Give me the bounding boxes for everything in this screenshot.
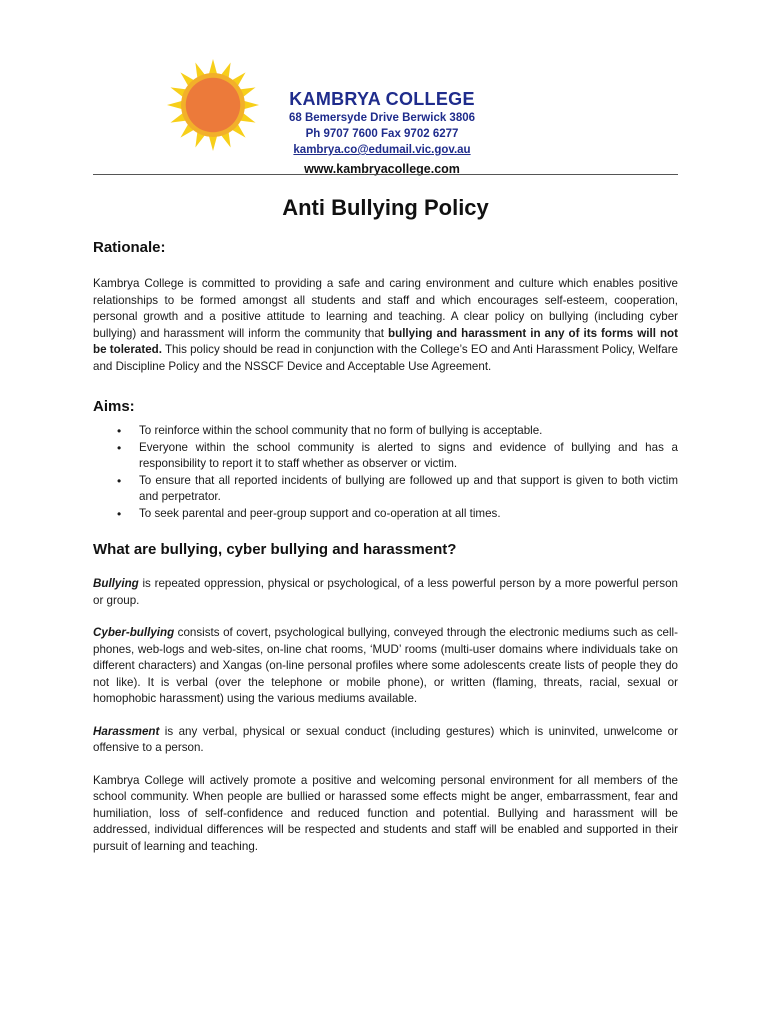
college-contact-block <box>282 88 482 178</box>
bullet-icon: • <box>117 506 122 521</box>
aim-text: To reinforce within the school community that no form of bullying is acceptable. <box>139 424 543 437</box>
aim-text: Everyone within the school community is alerted to signs and evidence of bullying and has a responsibility to report it to staff whether as observer or victim. <box>139 440 678 470</box>
rationale-heading: Rationale: <box>93 239 166 256</box>
bullet-icon: • <box>117 424 122 438</box>
definitions-heading: What are bullying, cyber bullying and harassment? <box>93 541 457 558</box>
bullet-icon: • <box>117 473 122 488</box>
bullying-definition <box>93 576 678 609</box>
bullying-term: Bullying <box>93 577 139 590</box>
rationale-text-end: This policy should be read in conjunction with the College’s EO and Anti Harassment Policy, Welfare and Discipline Policy and the NSSCF Device and Acceptable Use Agreement. <box>93 343 679 373</box>
rationale-text-start: Kambrya College is committed to providing a safe and caring environment and culture which enables positive relationships to be formed amongst all students and staff and which encourages self-esteem, cooperation, personal growth and a positive attitude to learning and teaching. A clear policy on bullying (including cyber bullying) and harassment will inform the community that <box>93 277 678 340</box>
sun-disc <box>186 78 241 133</box>
aims-list-item <box>117 473 678 506</box>
aim-text: To ensure that all reported incidents of bullying are followed up and that support is given to both victim and perpetrator. <box>139 473 678 503</box>
college-email-link[interactable]: kambrya.co@edumail.vic.gov.au <box>293 144 471 156</box>
harassment-text: is any verbal, physical or sexual conduct (including gestures) which is uninvited, unwelcome or offensive to a person. <box>93 724 678 754</box>
aims-list-item <box>117 506 678 523</box>
document-title: Anti Bullying Policy <box>282 195 489 220</box>
rationale-paragraph <box>93 276 678 375</box>
closing-paragraph: Kambrya College will actively promote a positive and welcoming personal environment for all members of the school community. When people are bullied or harassed some effects might be anger, embarrassment, fear and humiliation, loss of self-confidence and reduced function and potential. Bullying and harassment will be addressed, individual differences will be respected and students and staff will be enabled and supported in their pursuit of learning and teaching. <box>93 773 678 853</box>
aim-text: To seek parental and peer-group support and co-operation at all times. <box>139 506 501 520</box>
college-name: KAMBRYA COLLEGE <box>289 89 475 109</box>
aims-list <box>93 423 678 522</box>
bullying-text: is repeated oppression, physical or psychological, of a less powerful person by a more powerful person or group. <box>93 577 678 607</box>
harassment-definition <box>93 724 678 757</box>
aims-list-item <box>117 423 678 440</box>
college-address: 68 Bemersyde Drive Berwick 3806 <box>288 112 476 124</box>
bullet-icon: • <box>117 440 122 455</box>
rationale-bold-text: bullying and harassment in any of its forms will not be tolerated. <box>93 326 678 356</box>
college-phone-fax: Ph 9707 7600 Fax 9702 6277 <box>305 128 459 140</box>
cyber-bullying-term: Cyber-bullying <box>93 626 175 639</box>
college-website: www.kambryacollege.com <box>304 162 460 176</box>
aims-heading: Aims: <box>93 398 135 415</box>
cyber-bullying-definition <box>93 625 678 708</box>
cyber-bullying-text: consists of covert, psychological bullying, conveyed through the electronic mediums such as cell-phones, web-logs and web-sites, on-line chat rooms, ‘MUD’ rooms (multi-user domains where individuals take on different characters) and Xangas (on-line personal profiles where some adolescents create lists of people they do not like). It is verbal (over the telephone or mobile phone), or written (flaming, threats, racial, sexual or homophobic harassment) using the various mediums available. <box>93 626 678 705</box>
college-sun-logo <box>166 58 260 152</box>
aims-list-item <box>117 440 678 473</box>
header-divider <box>93 174 678 175</box>
harassment-term: Harassment <box>93 724 160 738</box>
policy-content <box>93 192 678 855</box>
